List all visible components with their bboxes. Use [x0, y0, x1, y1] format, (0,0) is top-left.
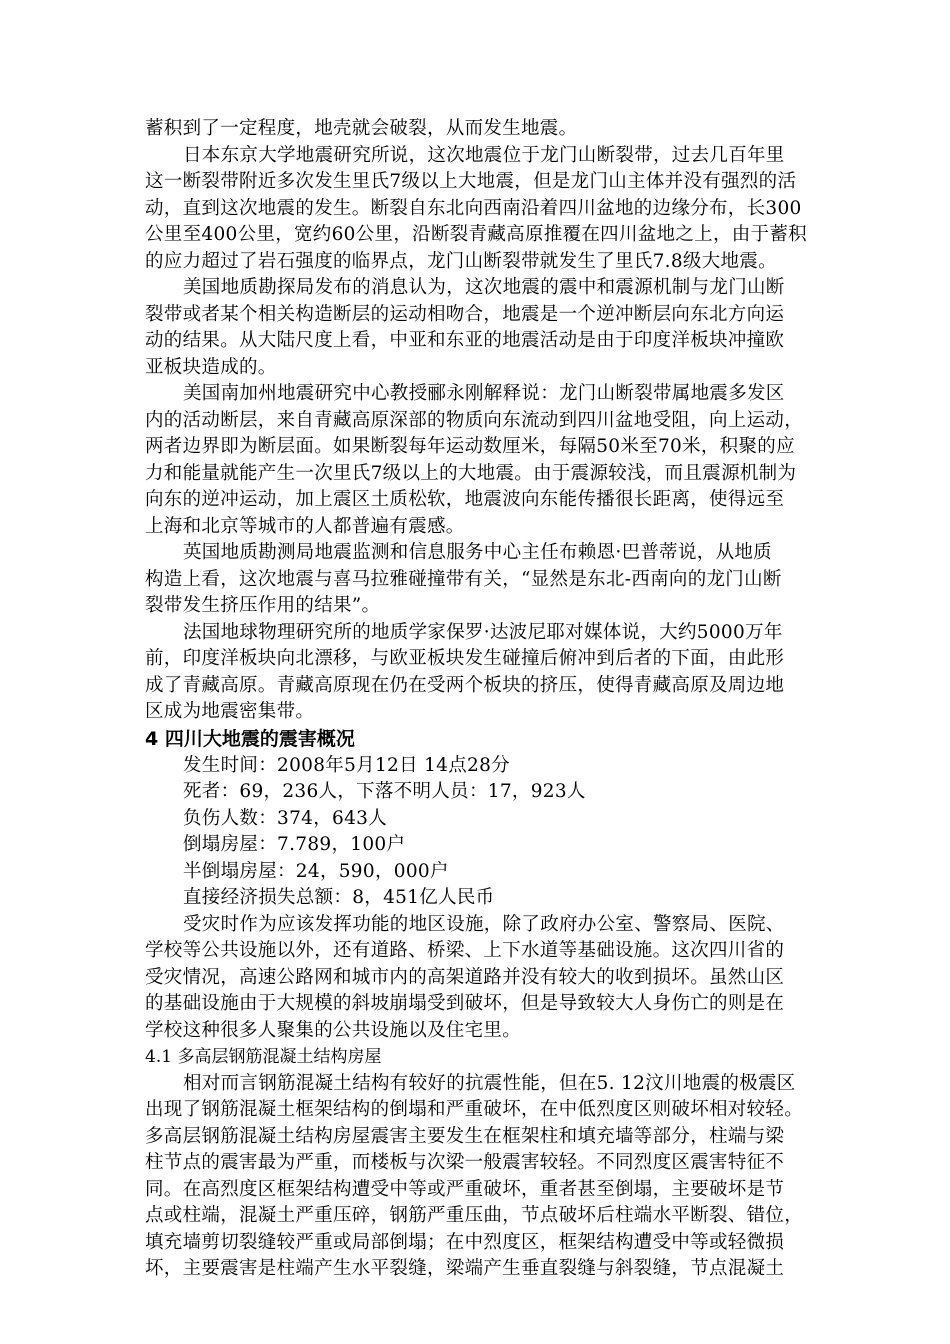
text-line: 的基础设施由于大规模的斜坡崩塌受到破坏，但是导致较大人身伤亡的则是在 — [145, 993, 785, 1014]
text-line: 这一断裂带附近多次发生里氏7级以上大地震，但是龙门山主体并没有强烈的活 — [145, 171, 797, 192]
text-line: 构造上看，这次地震与喜马拉雅碰撞带有关，“显然是东北-西南向的龙门山断 — [145, 568, 782, 590]
fact-collapsed-houses: 倒塌房屋：7.789，100户 — [183, 834, 406, 855]
text-line: 前，印度洋板块向北漂移，与欧亚板块发生碰撞后俯冲到后者的下面，由此形 — [145, 648, 785, 669]
text-line: 学校这种很多人聚集的公共设施以及住宅里。 — [145, 1019, 522, 1041]
text-line: 美国南加州地震研究中心教授郦永刚解释说：龙门山断裂带属地震多发区 — [183, 383, 785, 404]
section-heading: 4 四川大地震的震害概况 — [145, 727, 355, 750]
text-line: 的应力超过了岩石强度的临界点，龙门山断裂带就发生了里氏7.8级大地震。 — [145, 250, 777, 272]
paragraph-french-institute — [145, 620, 805, 726]
paragraph-british-survey — [145, 540, 805, 620]
text-line: 美国地质勘探局发布的消息认为，这次地震的震中和震源机制与龙门山断 — [183, 277, 785, 298]
text-line: 上海和北京等城市的人都普遍有震感。 — [145, 515, 465, 537]
text-line: 点或柱端，混凝土严重压碎，钢筋严重压曲，节点破坏后柱端水平断裂、错位， — [145, 1205, 804, 1226]
paragraph-facilities — [145, 912, 805, 1045]
subsection-heading: 4.1 多高层钢筋混凝土结构房屋 — [145, 1047, 382, 1067]
document-page — [145, 116, 805, 1283]
text-line: 受灾情况，高速公路网和城市内的高架道路并没有较大的收到损坏。虽然山区 — [145, 966, 785, 988]
text-line: 柱节点的震害最为严重，而楼板与次梁一般震害较轻。不同烈度区震害特征不 — [145, 1152, 785, 1173]
text-line: 力和能量就能产生一次里氏7级以上的大地震。由于震源较浅，而且震源机制为 — [145, 462, 797, 484]
text-line: 成了青藏高原。青藏高原现在仍在受两个板块的挤压，使得青藏高原及周边地 — [145, 674, 785, 696]
text-line: 英国地质勘测局地震监测和信息服务中心主任布赖恩·巴普蒂说，从地质 — [183, 542, 772, 563]
text-line: 向东的逆冲运动，加上震区土质松软，地震波向东能传播很长距离，使得远至 — [145, 489, 785, 510]
text-line: 受灾时作为应该发挥功能的地区设施，除了政府办公室、警察局、医院、 — [183, 913, 785, 935]
fact-half-collapsed-houses: 半倒塌房屋：24，590，000户 — [183, 860, 449, 882]
text-line: 法国地球物理研究所的地质学家保罗·达波尼耶对媒体说，大约5000万年 — [183, 621, 783, 643]
text-line: 裂带或者某个相关构造断层的运动相吻合，地震是一个逆冲断层向东北方向运 — [145, 303, 785, 325]
text-line: 动，直到这次地震的发生。断裂自东北向西南沿着四川盆地的边缘分布，长300 — [145, 197, 802, 219]
text-line: 区成为地震密集带。 — [145, 701, 315, 722]
paragraph-rc-structures — [145, 1071, 805, 1283]
text-line: 同。在高烈度区框架结构遭受中等或严重破坏，重者甚至倒塌，主要破坏是节 — [145, 1178, 785, 1200]
fact-deaths: 死者：69，236人，下落不明人员：17，923人 — [183, 781, 586, 802]
text-line: 裂带发生挤压作用的结果”。 — [145, 595, 381, 616]
text-line: 内的活动断层，来自青藏高原深部的物质向东流动到四川盆地受阻，向上运动， — [145, 409, 804, 431]
text-line: 学校等公共设施以外，还有道路、桥梁、上下水道等基础设施。这次四川省的 — [145, 940, 785, 961]
paragraph-socal-center — [145, 381, 805, 540]
text-line: 出现了钢筋混凝土框架结构的倒塌和严重破坏，在中低烈度区则破坏相对较轻。 — [145, 1099, 804, 1120]
text-line: 多高层钢筋混凝土结构房屋震害主要发生在框架柱和填充墙等部分，柱端与梁 — [145, 1125, 785, 1147]
paragraph-tokyo-university — [145, 143, 805, 276]
text-line: 相对而言钢筋混凝土结构有较好的抗震性能，但在5. 12汶川地震的极震区 — [183, 1072, 796, 1094]
damage-facts-list — [145, 753, 805, 912]
text-line: 两者边界即为断层面。如果断裂每年运动数厘米，每隔50米至70米，积聚的应 — [145, 436, 795, 457]
fact-injured: 负伤人数：374，643人 — [183, 807, 388, 829]
text-line: 公里至400公里，宽约60公里，沿断裂青藏高原推覆在四川盆地之上，由于蓄积 — [145, 224, 807, 245]
text-line: 动的结果。从大陆尺度上看，中亚和东亚的地震活动是由于印度洋板块冲撞欧 — [145, 330, 785, 351]
text-line: 蓄积到了一定程度，地壳就会破裂，从而发生地震。 — [145, 118, 578, 139]
fact-economic-loss: 直接经济损失总额：8，451亿人民币 — [183, 887, 495, 908]
paragraph-continuation — [145, 116, 805, 143]
paragraph-usgs — [145, 275, 805, 381]
fact-occurrence-time: 发生时间：2008年5月12日 14点28分 — [183, 754, 510, 776]
text-line: 亚板块造成的。 — [145, 356, 277, 378]
text-line: 坏，主要震害是柱端产生水平裂缝，梁端产生垂直裂缝与斜裂缝，节点混凝土 — [145, 1258, 785, 1279]
text-line: 日本东京大学地震研究所说，这次地震位于龙门山断裂带，过去几百年里 — [183, 144, 785, 166]
text-line: 填充墙剪切裂缝较严重或局部倒塌；在中烈度区，框架结构遭受中等或轻微损 — [145, 1231, 785, 1253]
